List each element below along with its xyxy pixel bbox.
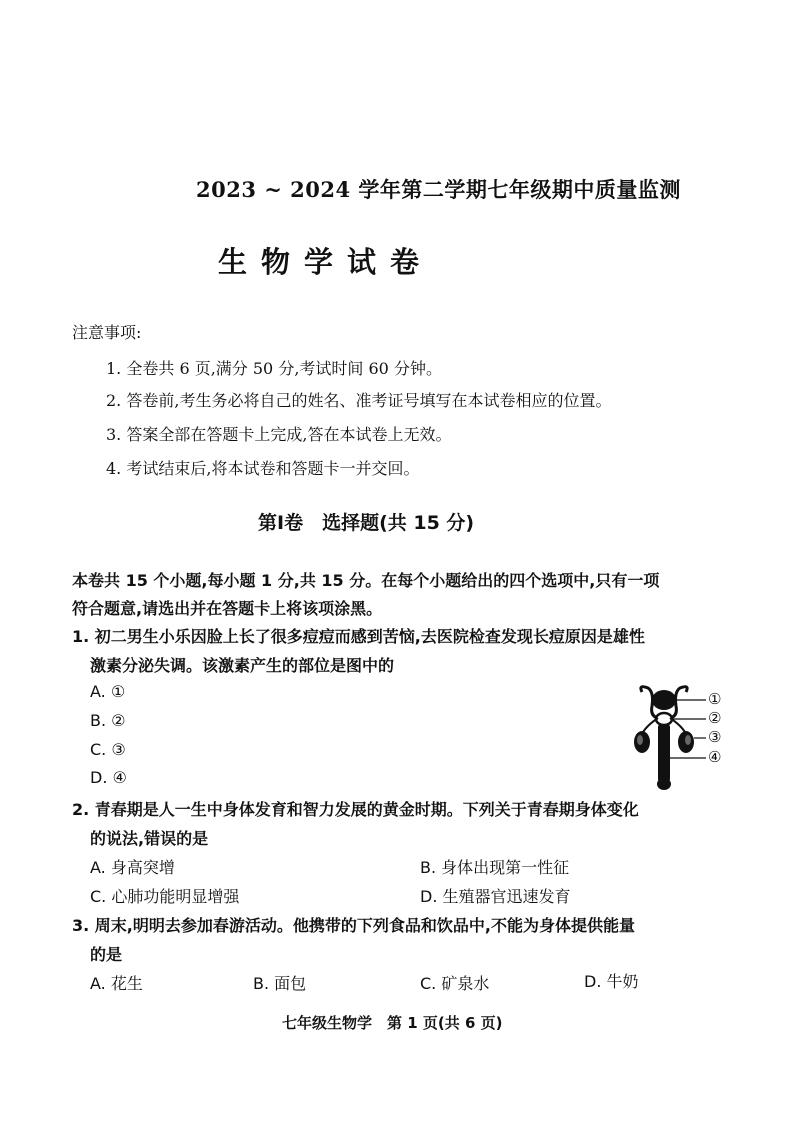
male-reproductive-organ-figure <box>628 682 758 792</box>
notice-item: 1. 全卷共 6 页,满分 50 分,考试时间 60 分钟。 <box>106 359 442 378</box>
diagram-label-1: ① <box>708 690 722 708</box>
section-instruction: 符合题意,请选出并在答题卡上将该项涂黑。 <box>72 599 383 618</box>
notice-item: 3. 答案全部在答题卡上完成,答在本试卷上无效。 <box>106 425 452 444</box>
question-1-stem: 1. 初二男生小乐因脸上长了很多痘痘而感到苦恼,去医院检查发现长痘原因是雄性 <box>72 627 645 646</box>
question-2-stem: 的说法,错误的是 <box>90 829 209 848</box>
notice-item: 2. 答卷前,考生务必将自己的姓名、准考证号填写在本试卷相应的位置。 <box>106 391 612 410</box>
question-3-option-c[interactable]: C. 矿泉水 <box>420 974 490 993</box>
question-1-option-a[interactable]: A. ① <box>90 682 126 701</box>
question-3-stem: 的是 <box>90 945 123 964</box>
page-footer: 七年级生物学 第 1 页(共 6 页) <box>282 1014 503 1032</box>
question-3-option-a[interactable]: A. 花生 <box>90 974 143 993</box>
diagram-label-3: ③ <box>708 728 722 746</box>
question-1-option-d[interactable]: D. ④ <box>90 768 127 787</box>
notice-heading: 注意事项: <box>72 323 142 342</box>
question-3-option-d[interactable]: D. 牛奶 <box>584 972 639 991</box>
section-instruction: 本卷共 15 个小题,每小题 1 分,共 15 分。在每个小题给出的四个选项中,只有一项 <box>72 571 660 590</box>
question-1-stem: 激素分泌失调。该激素产生的部位是图中的 <box>90 656 395 675</box>
question-2-option-c[interactable]: C. 心肺功能明显增强 <box>90 887 240 906</box>
notice-item: 4. 考试结束后,将本试卷和答题卡一并交回。 <box>106 459 420 478</box>
question-2-option-d[interactable]: D. 生殖器官迅速发育 <box>420 887 571 906</box>
question-1-option-b[interactable]: B. ② <box>90 711 126 730</box>
subject-title: 生物学试卷 <box>218 245 434 279</box>
exam-title: 2023 ~ 2024 学年第二学期七年级期中质量监测 <box>196 177 681 202</box>
diagram-label-4: ④ <box>708 748 722 766</box>
question-2-stem: 2. 青春期是人一生中身体发育和智力发展的黄金时期。下列关于青春期身体变化 <box>72 800 639 819</box>
diagram-label-2: ② <box>708 709 722 727</box>
section-title: 第Ⅰ卷 选择题(共 15 分) <box>258 512 475 534</box>
question-1-option-c[interactable]: C. ③ <box>90 740 126 759</box>
question-3-stem: 3. 周末,明明去参加春游活动。他携带的下列食品和饮品中,不能为身体提供能量 <box>72 916 635 935</box>
question-3-option-b[interactable]: B. 面包 <box>253 974 307 993</box>
question-2-option-b[interactable]: B. 身体出现第一性征 <box>420 858 570 877</box>
reproductive-system-diagram <box>628 682 758 792</box>
question-2-option-a[interactable]: A. 身高突增 <box>90 858 175 877</box>
